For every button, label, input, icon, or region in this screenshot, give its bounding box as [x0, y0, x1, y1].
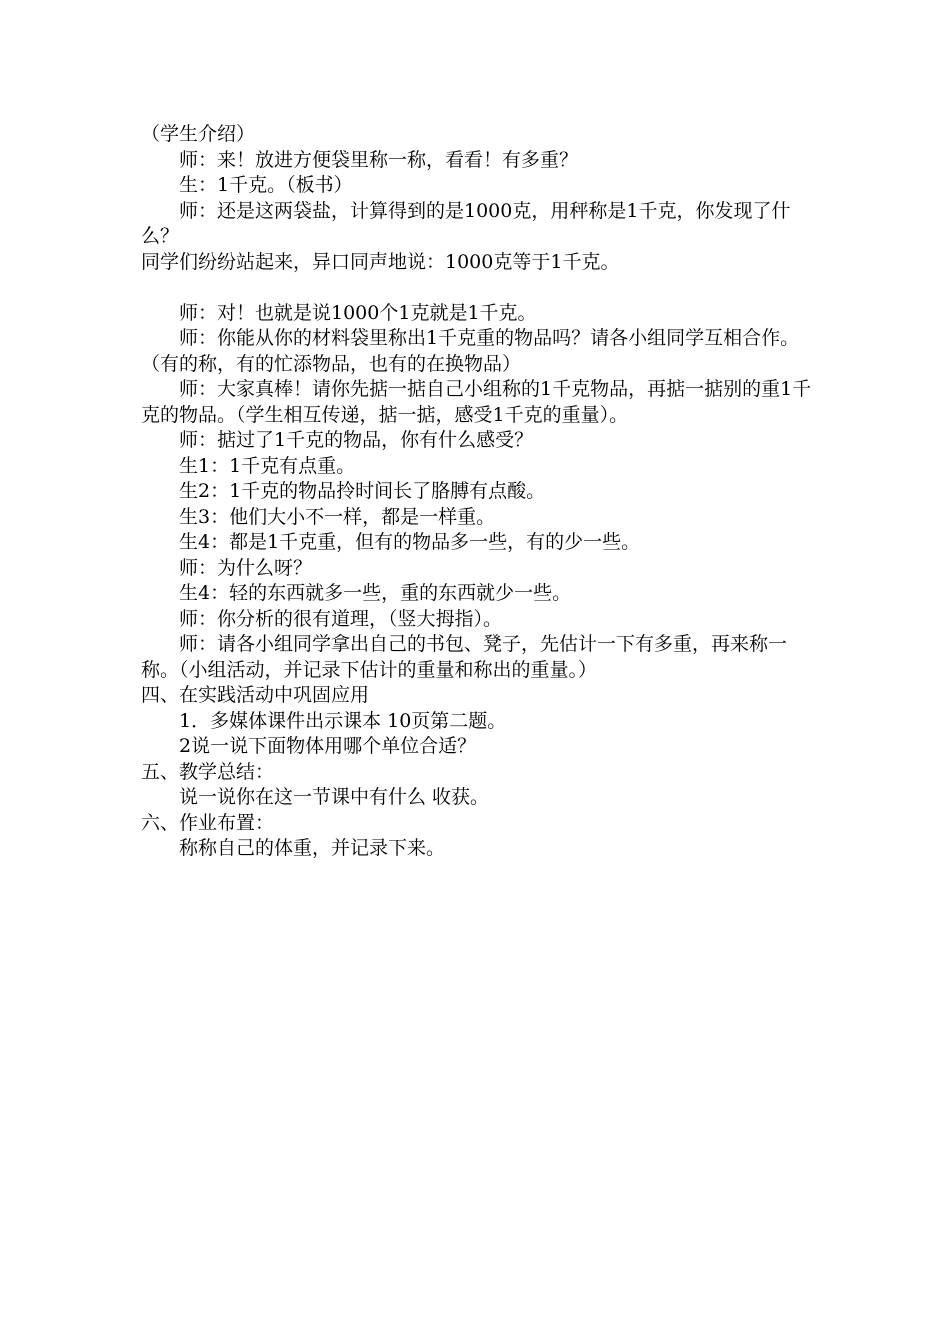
paragraph-teacher-weigh: 师：来！放进方便袋里称一称，看看！有多重？ [179, 148, 579, 171]
paragraph-student-3: 生3：他们大小不一样，都是一样重。 [179, 505, 496, 528]
section-heading-6: 六、作业布置： [141, 811, 275, 834]
document-body [141, 122, 821, 862]
list-item-2: 2说一说下面物体用哪个单位合适？ [179, 735, 477, 757]
paragraph-teacher-group-task: 师：你能从你的材料袋里称出1千克重的物品吗？请各小组同学互相合作。（有的称，有的忙添物品，也有的在换物品） [141, 327, 800, 375]
section-heading-5: 五、教学总结： [141, 760, 275, 783]
paragraph-teacher-approve: 师：你分析的很有道理，（竖大拇指）。 [179, 607, 503, 630]
paragraph-teacher-confirm: 师：对！也就是说1000个1克就是1千克。 [179, 301, 537, 324]
paragraph-student-4: 生4：都是1千克重，但有的物品多一些，有的少一些。 [179, 531, 641, 553]
paragraph-summary: 说一说你在这一节课中有什么 收获。 [179, 786, 490, 808]
paragraph-homework: 称称自己的体重，并记录下来。 [179, 837, 446, 859]
blank-line [141, 275, 821, 301]
list-item-1: 1．多媒体课件出示课本 10页第二题。 [179, 709, 507, 732]
paragraph-teacher-feeling: 师：掂过了1千克的物品，你有什么感受？ [179, 429, 534, 451]
paragraph-student-2: 生2：1千克的物品拎时间长了胳膊有点酸。 [179, 480, 546, 502]
paragraph-student-1: 生1：1千克有点重。 [179, 454, 356, 477]
paragraph-teacher-discover: 师：还是这两袋盐，计算得到的是1000克，用秤称是1千克，你发现了什么？ [141, 199, 791, 247]
paragraph-students-respond: 同学们纷纷站起来，异口同声地说：1000克等于1千克。 [141, 250, 620, 273]
paragraph-student-intro: （学生介绍） [141, 123, 256, 145]
paragraph-student-4-reply: 生4：轻的东西就多一些，重的东西就少一些。 [179, 582, 572, 604]
section-heading-4: 四、在实践活动中巩固应用 [141, 684, 370, 706]
paragraph-teacher-why: 师：为什么呀？ [179, 556, 313, 579]
paragraph-student-answer: 生：1千克。（板书） [179, 174, 353, 196]
paragraph-teacher-praise: 师：大家真棒！请你先掂一掂自己小组称的1千克物品，再掂一掂别的重1千克的物品。（学生相互传递，掂一掂，感受1千克的重量）。 [141, 378, 812, 426]
paragraph-teacher-estimate: 师：请各小组同学拿出自己的书包、凳子，先估计一下有多重，再来称一称。（小组活动，并记录下估计的重量和称出的重量。） [141, 633, 788, 681]
